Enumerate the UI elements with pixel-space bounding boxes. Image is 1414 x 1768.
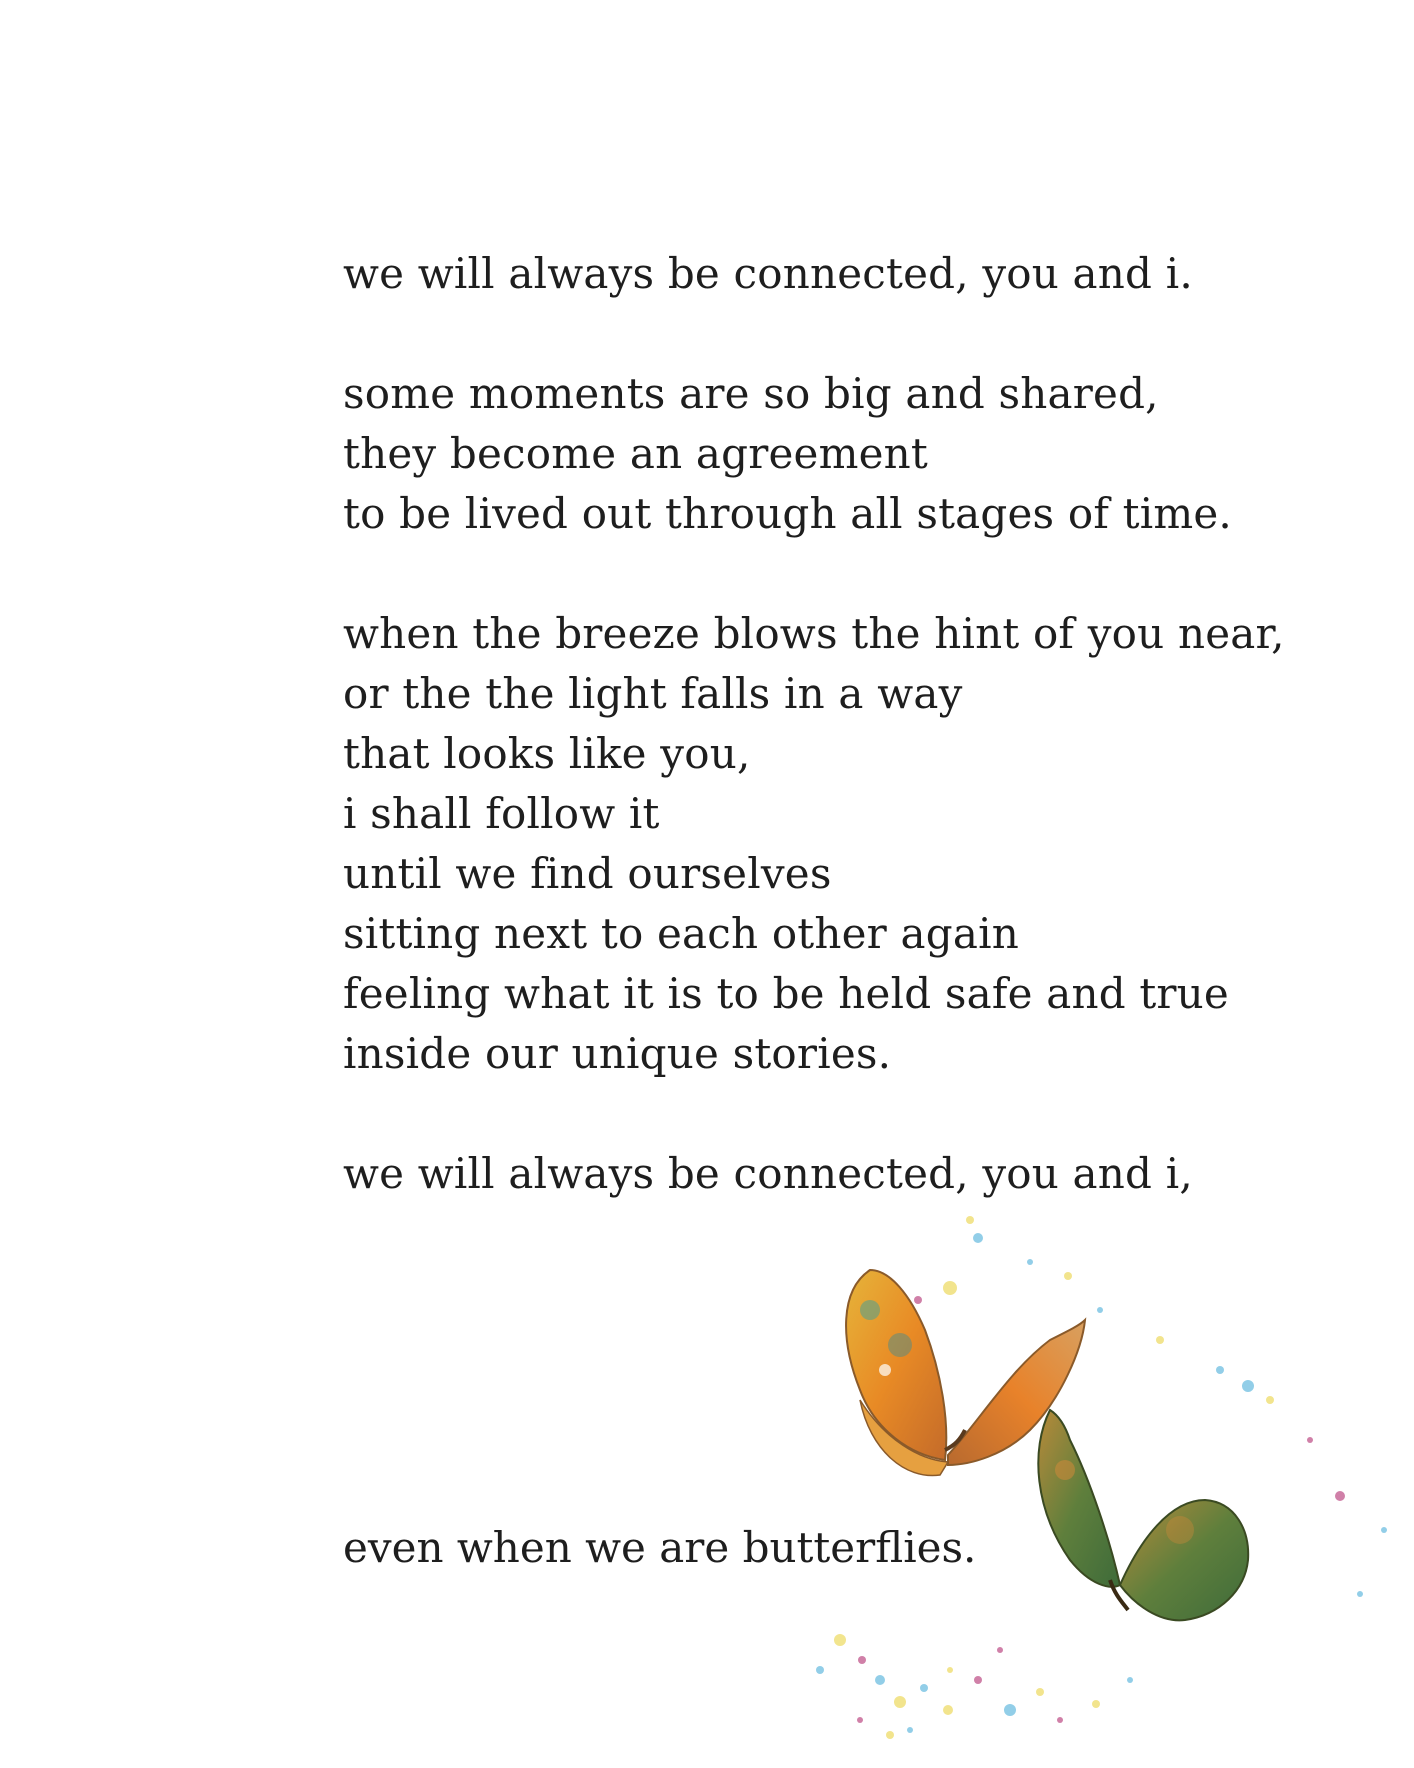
poem-line: we will always be connected, you and i. — [343, 249, 1193, 298]
closing-line: even when we are butterflies. — [343, 1523, 977, 1572]
poem-line: they become an agreement — [343, 429, 929, 478]
poem-line: until we find ourselves — [343, 849, 832, 898]
stanza-4 — [343, 1144, 1323, 1204]
poem-line: that looks like you, — [343, 729, 751, 778]
stanza-1 — [343, 244, 1323, 304]
poem-line: i shall follow it — [343, 789, 660, 838]
poem-line: inside our unique stories. — [343, 1029, 892, 1078]
poem-line: feeling what it is to be held safe and true — [343, 969, 1229, 1018]
poem-line: when the breeze blows the hint of you near, — [343, 609, 1285, 658]
green-butterfly — [1038, 1410, 1248, 1620]
poem-body — [343, 244, 1323, 1264]
stanza-3 — [343, 604, 1323, 1084]
poem-line: we will always be connected, you and i, — [343, 1149, 1193, 1198]
poem-line: some moments are so big and shared, — [343, 369, 1159, 418]
stanza-2 — [343, 364, 1323, 544]
poem-line: sitting next to each other again — [343, 909, 1019, 958]
poem-line: to be lived out through all stages of time. — [343, 489, 1232, 538]
poem-line: or the the light falls in a way — [343, 669, 963, 718]
butterflies-illustration — [800, 1210, 1400, 1750]
